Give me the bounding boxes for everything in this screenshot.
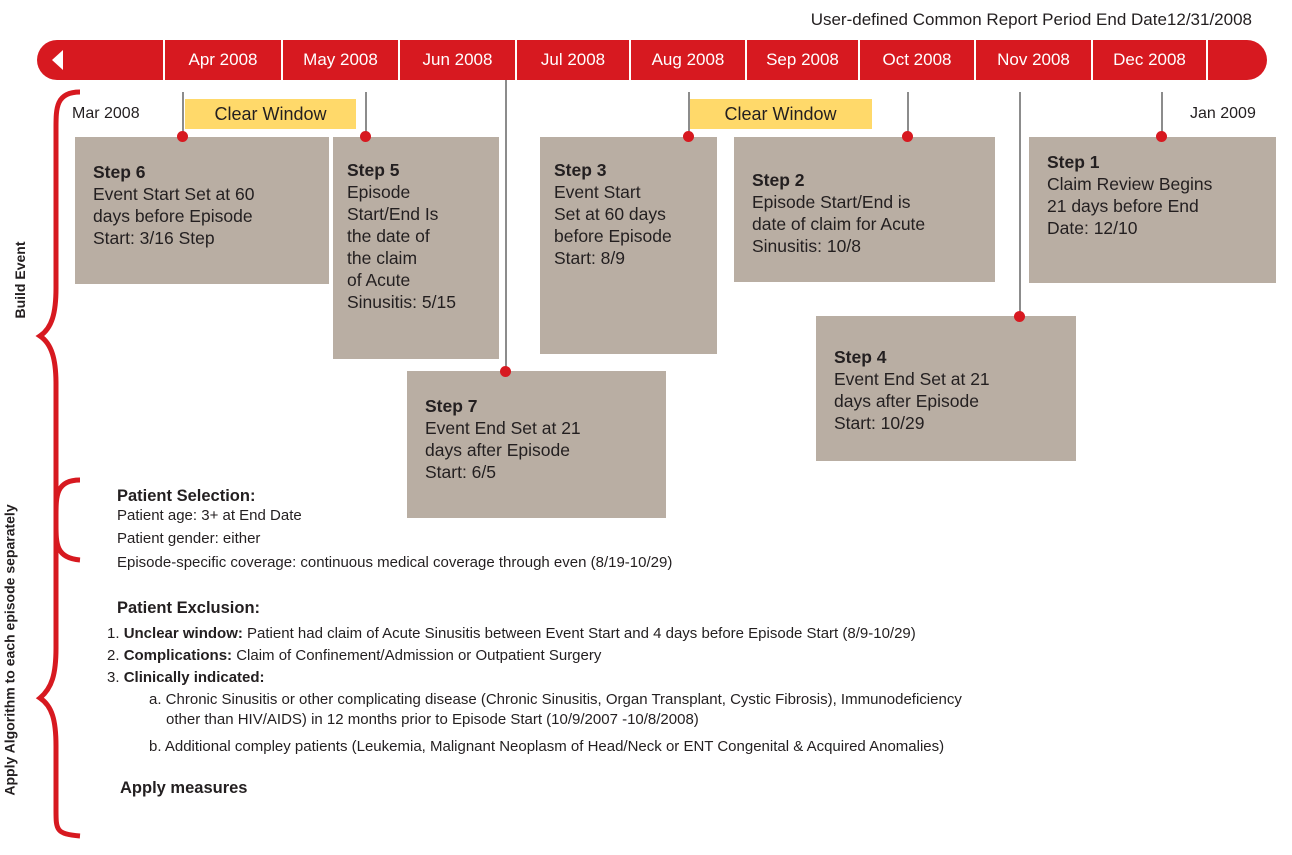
exclusion-item-number: 3. xyxy=(107,669,120,686)
step-5-box xyxy=(333,137,499,359)
marker-dot-step-1 xyxy=(1156,131,1167,142)
month-aug: Aug 2008 xyxy=(629,40,745,80)
step-5-text-line: Episode xyxy=(347,182,411,202)
apply-algorithm-brace xyxy=(40,480,80,836)
marker-dot-step-5 xyxy=(360,131,371,142)
connector-step-4 xyxy=(1019,92,1021,318)
step-3-text-line: Start: 8/9 xyxy=(554,248,626,268)
exclusion-item-number: 1. xyxy=(107,625,120,642)
apply-measures-heading: Apply measures xyxy=(120,779,248,797)
build-event-label: Build Event xyxy=(12,241,28,319)
connector-step-5 xyxy=(365,92,367,136)
month-apr: Apr 2008 xyxy=(163,40,281,80)
step-5-text-line: of Acute xyxy=(347,270,411,290)
exclusion-item-bold: Clinically indicated: xyxy=(123,669,265,686)
clear-window-highlight-1: Clear Window xyxy=(185,99,356,129)
report-period-title: User-defined Common Report Period End Date12/31/2008 xyxy=(810,10,1252,29)
step-5-text-line: Sinusitis: 5/15 xyxy=(347,292,456,312)
month-oct: Oct 2008 xyxy=(858,40,974,80)
step-3-title: Step 3 xyxy=(554,160,607,180)
step-4-title: Step 4 xyxy=(834,347,887,367)
connector-step-2 xyxy=(907,92,909,136)
step-5-text-line: the claim xyxy=(347,248,418,268)
patient-selection-line: Patient gender: either xyxy=(117,530,261,547)
step-7-title: Step 7 xyxy=(425,396,478,416)
marker-dot-step-4 xyxy=(1014,311,1025,322)
exclusion-sub-b: b. Additional compley patients (Leukemia, Malignant Neoplasm of Head/Neck or ENT Congenital & Acquired Anomalies) xyxy=(149,738,945,755)
month-divider-end xyxy=(1206,40,1210,80)
step-7-text-line: Start: 6/5 xyxy=(425,462,497,482)
patient-selection-section xyxy=(117,486,672,573)
month-may: May 2008 xyxy=(281,40,398,80)
marker-dot-step-6 xyxy=(177,131,188,142)
step-6-box xyxy=(75,137,329,284)
month-dec: Dec 2008 xyxy=(1091,40,1206,80)
step-5-text-line: Start/End Is xyxy=(347,204,439,224)
step-4-text-line: days after Episode xyxy=(834,391,979,411)
step-3-box xyxy=(540,137,717,354)
month-nov: Nov 2008 xyxy=(974,40,1091,80)
exclusion-sub-a-cont: other than HIV/AIDS) in 12 months prior to Episode Start (10/9/2007 -10/8/2008) xyxy=(166,711,699,728)
exclusion-item-number: 2. xyxy=(107,647,120,664)
brace-icon xyxy=(34,88,84,848)
start-month-label: Mar 2008 xyxy=(72,105,140,122)
patient-selection-heading: Patient Selection: xyxy=(117,487,256,505)
patient-selection-line: Patient age: 3+ at End Date xyxy=(117,507,302,524)
clear-window-highlight-2: Clear Window xyxy=(689,99,872,129)
connector-step-6 xyxy=(182,92,184,136)
marker-dot-step-3 xyxy=(683,131,694,142)
step-7-text-line: days after Episode xyxy=(425,440,570,460)
patient-exclusion-section xyxy=(117,598,260,618)
step-3-text-line: Event Start xyxy=(554,182,641,202)
back-arrow-icon[interactable] xyxy=(52,50,63,70)
step-6-title: Step 6 xyxy=(93,162,146,182)
exclusion-item-1 xyxy=(107,624,962,644)
step-1-text-line: 21 days before End xyxy=(1047,196,1199,216)
step-2-title: Step 2 xyxy=(752,170,805,190)
apply-algorithm-label: Apply Algorithm to each episode separately xyxy=(1,504,18,796)
exclusion-item-text: Claim of Confinement/Admission or Outpatient Surgery xyxy=(232,647,602,664)
connector-step-3 xyxy=(688,92,690,136)
exclusion-sub-a: a. Chronic Sinusitis or other complicating disease (Chronic Sinusitis, Organ Transplant, Cystic Fibrosis), Immunodeficiency xyxy=(149,691,962,708)
step-4-text-line: Start: 10/29 xyxy=(834,413,925,433)
step-1-box xyxy=(1029,137,1276,283)
step-2-text-line: date of claim for Acute xyxy=(752,214,926,234)
marker-dot-step-2 xyxy=(902,131,913,142)
month-jun: Jun 2008 xyxy=(398,40,515,80)
connector-step-1 xyxy=(1161,92,1163,136)
step-2-box xyxy=(734,137,995,282)
end-month-label: Jan 2009 xyxy=(1190,105,1256,122)
step-1-text-line: Date: 12/10 xyxy=(1047,218,1138,238)
step-3-text-line: Set at 60 days xyxy=(554,204,666,224)
exclusion-item-bold: Unclear window: xyxy=(123,625,243,642)
month-jul: Jul 2008 xyxy=(515,40,629,80)
marker-dot-step-7 xyxy=(500,366,511,377)
patient-exclusion-heading: Patient Exclusion: xyxy=(117,599,261,617)
step-2-text-line: Episode Start/End is xyxy=(752,192,911,212)
exclusion-item-3 xyxy=(107,668,962,688)
step-5-text-line: the date of xyxy=(347,226,430,246)
step-3-text-line: before Episode xyxy=(554,226,672,246)
step-7-text-line: Event End Set at 21 xyxy=(425,418,581,438)
exclusion-item-2 xyxy=(107,646,962,666)
connector-step-7 xyxy=(505,80,507,372)
step-5-title: Step 5 xyxy=(347,160,400,180)
month-sep: Sep 2008 xyxy=(745,40,858,80)
step-1-title: Step 1 xyxy=(1047,152,1100,172)
step-4-box xyxy=(816,316,1076,461)
patient-selection-line: Episode-specific coverage: continuous medical coverage through even (8/19-10/29) xyxy=(117,554,673,571)
step-6-text-line: Event Start Set at 60 xyxy=(93,184,255,204)
step-6-text-line: Start: 3/16 Step xyxy=(93,228,215,248)
step-1-text-line: Claim Review Begins xyxy=(1047,174,1213,194)
exclusion-item-text: Patient had claim of Acute Sinusitis between Event Start and 4 days before Episode Start (8/9-10/29) xyxy=(242,625,916,642)
exclusion-list xyxy=(107,624,962,757)
step-6-text-line: days before Episode xyxy=(93,206,253,226)
step-2-text-line: Sinusitis: 10/8 xyxy=(752,236,861,256)
step-4-text-line: Event End Set at 21 xyxy=(834,369,990,389)
exclusion-item-bold: Complications: xyxy=(123,647,233,664)
